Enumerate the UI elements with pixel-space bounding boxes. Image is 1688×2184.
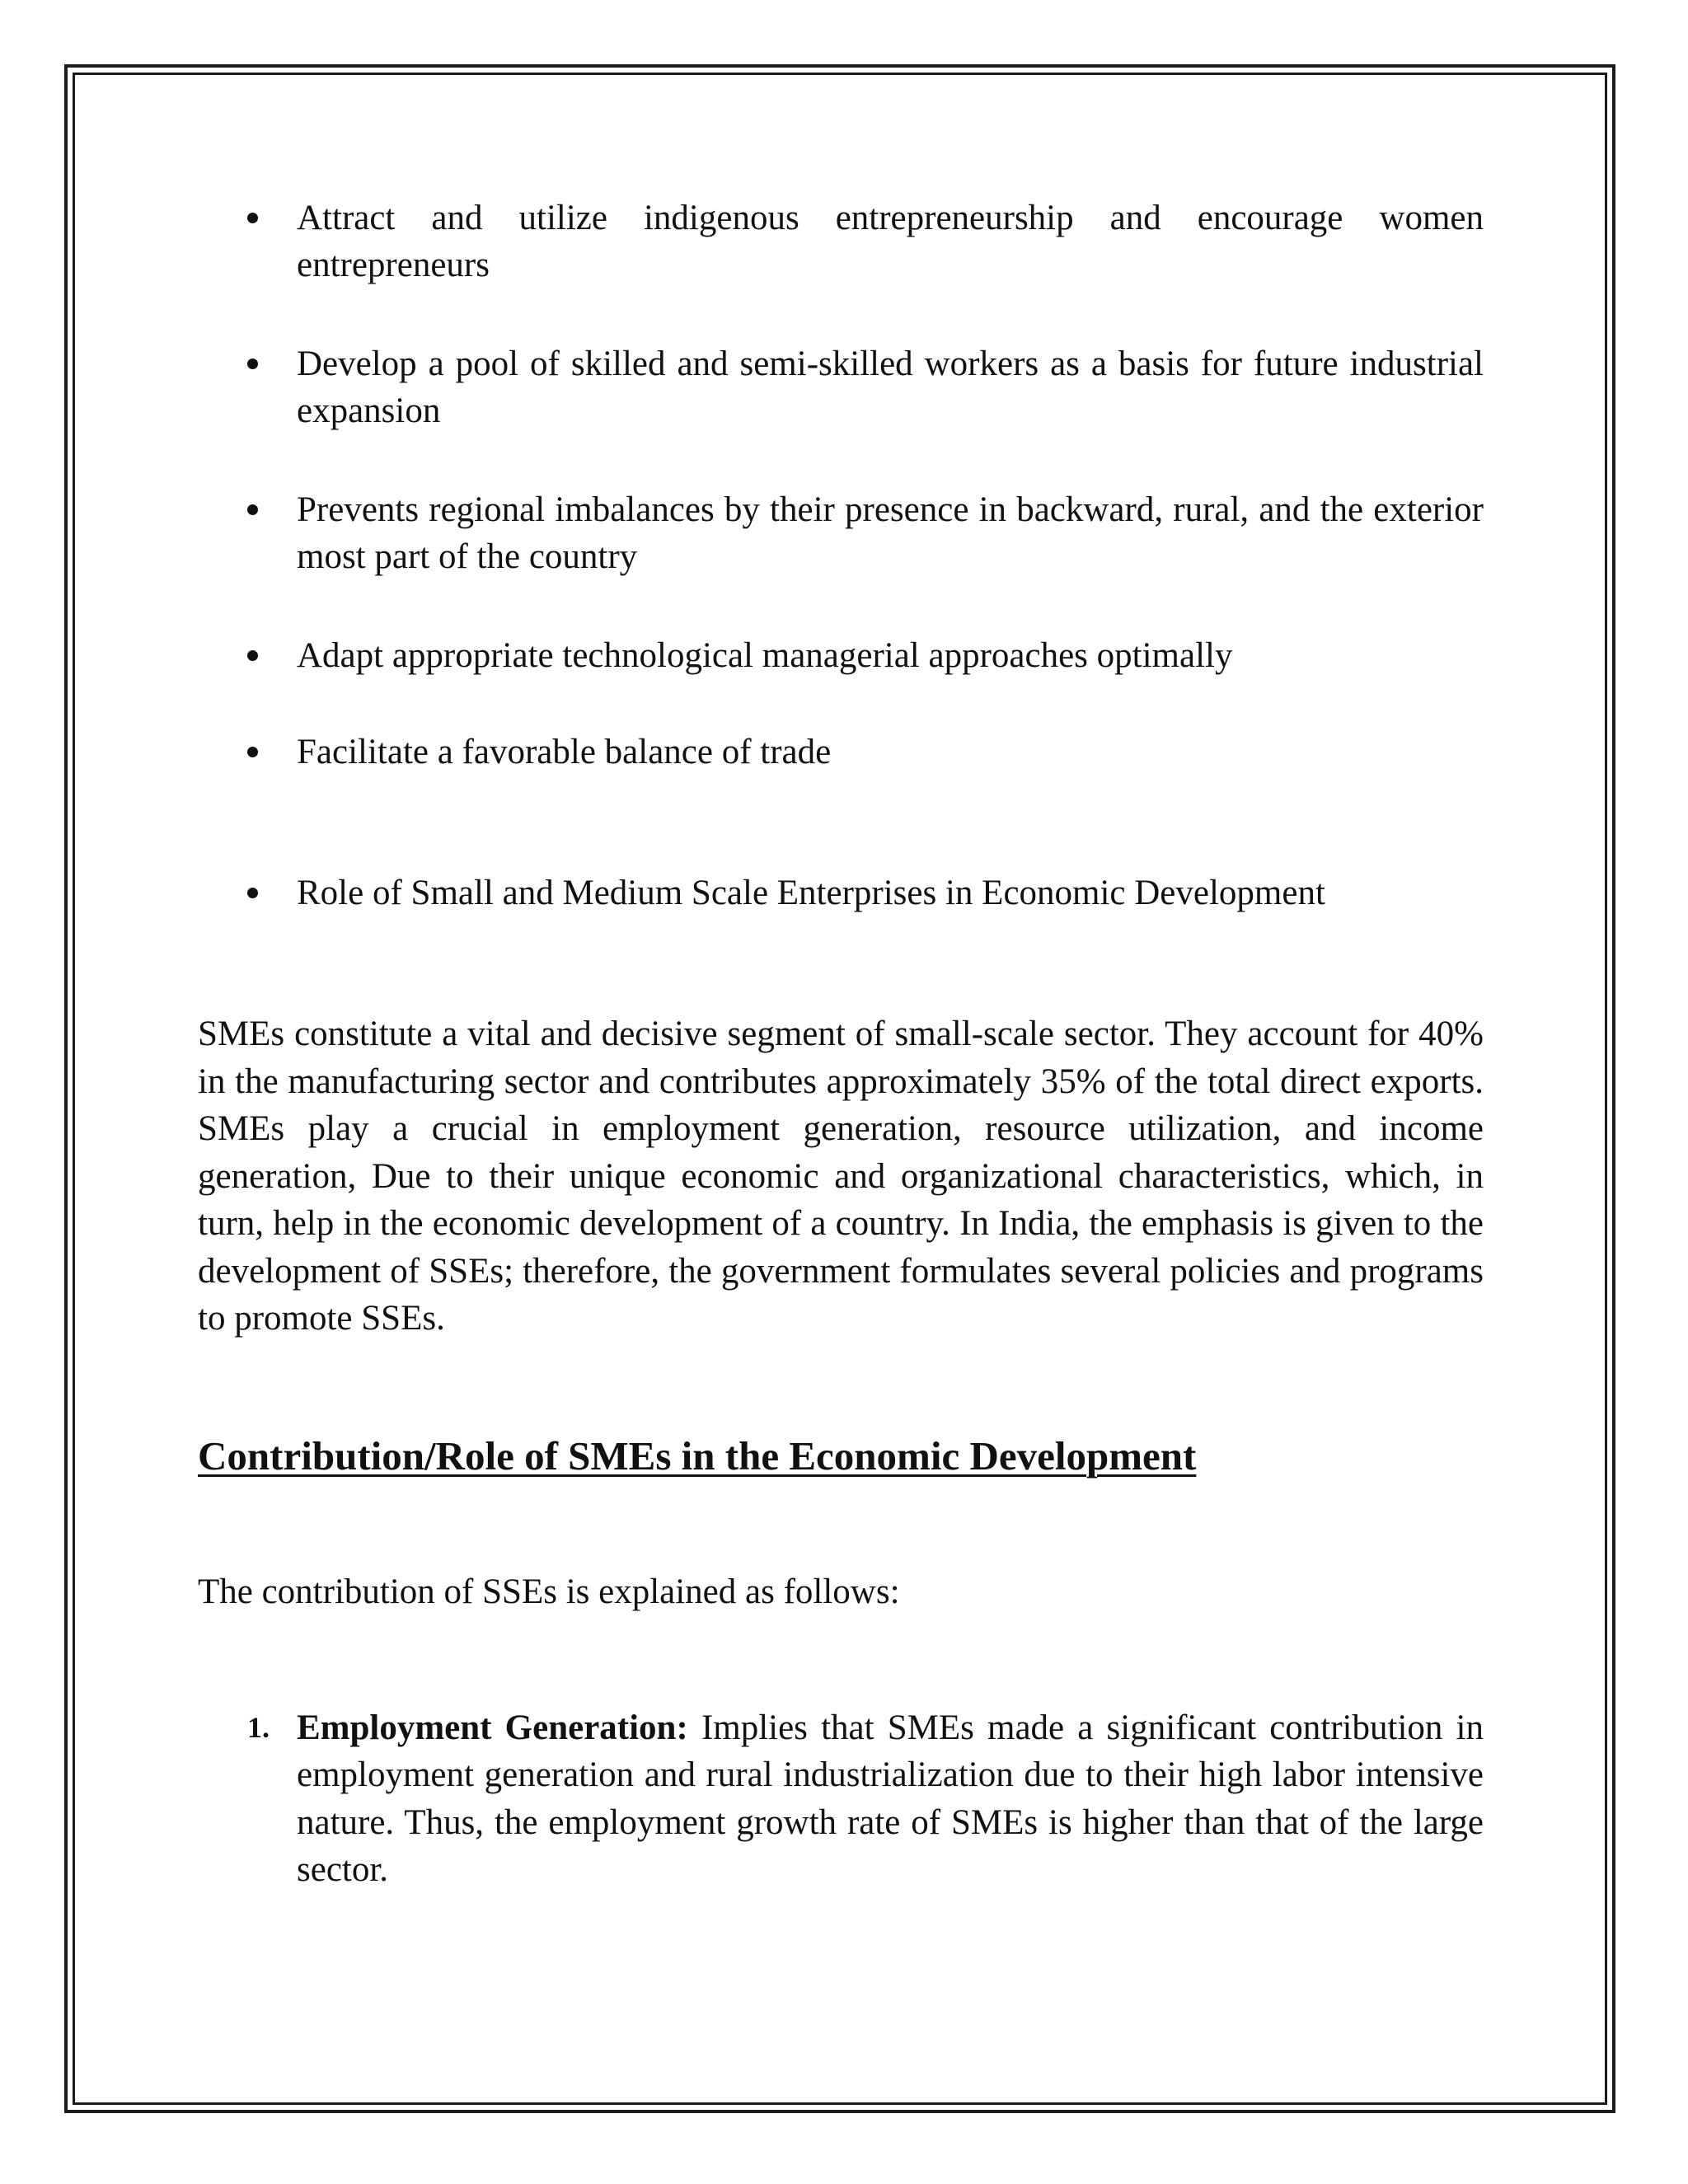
bullet-icon <box>247 650 258 661</box>
list-item-text: Prevents regional imbalances by their presence in backward, rural, and the exterior most part of the country <box>297 490 1484 576</box>
list-item <box>198 340 1484 434</box>
body-paragraph: SMEs constitute a vital and decisive segment of small-scale sector. They account for 40% in the manufacturing sector and contributes approximately 35% of the total direct exports. SMEs play a crucial in employment generation, resource utilization, and income generation, Due to their unique economic and organizational characteristics, which, in turn, help in the economic development of a country. In India, the emphasis is given to the development of SSEs; therefore, the government formulates several policies and programs to promote SSEs. <box>198 1015 1484 1338</box>
section-heading: Contribution/Role of SMEs in the Economic Development <box>198 1432 1197 1479</box>
list-item-text: Attract and utilize indigenous entrepreneurship and encourage women entrepreneurs <box>297 199 1484 284</box>
bullet-icon <box>247 504 258 515</box>
numbered-list-item <box>198 1704 1484 1894</box>
list-item <box>198 486 1484 580</box>
bullet-icon <box>247 888 258 898</box>
intro-text: The contribution of SSEs is explained as follows: <box>198 1572 900 1611</box>
list-item-text: Adapt appropriate technological managerial approaches optimally <box>297 636 1233 675</box>
item-title: Employment Generation: <box>297 1708 701 1747</box>
bullet-icon <box>247 213 258 223</box>
list-item-text: Role of Small and Medium Scale Enterprises in Economic Development <box>297 874 1325 912</box>
bullet-icon <box>247 359 258 369</box>
list-item-text: Develop a pool of skilled and semi-skilled workers as a basis for future industrial expansion <box>297 344 1484 430</box>
list-item-text: Facilitate a favorable balance of trade <box>297 733 832 771</box>
item-number: 1. <box>247 1710 270 1744</box>
list-item <box>198 869 1484 916</box>
list-item <box>198 194 1484 288</box>
bullet-list <box>198 194 1484 916</box>
bullet-icon <box>247 747 258 757</box>
page-content <box>198 194 1484 1894</box>
item-text: Implies that SMEs made a significant contribution in employment generation and rural industrialization due to their high labor intensive nature. Thus, the employment growth rate of SMEs is higher than that of the large sector. <box>297 1708 1484 1889</box>
list-item <box>198 632 1484 679</box>
list-item <box>198 729 1484 776</box>
